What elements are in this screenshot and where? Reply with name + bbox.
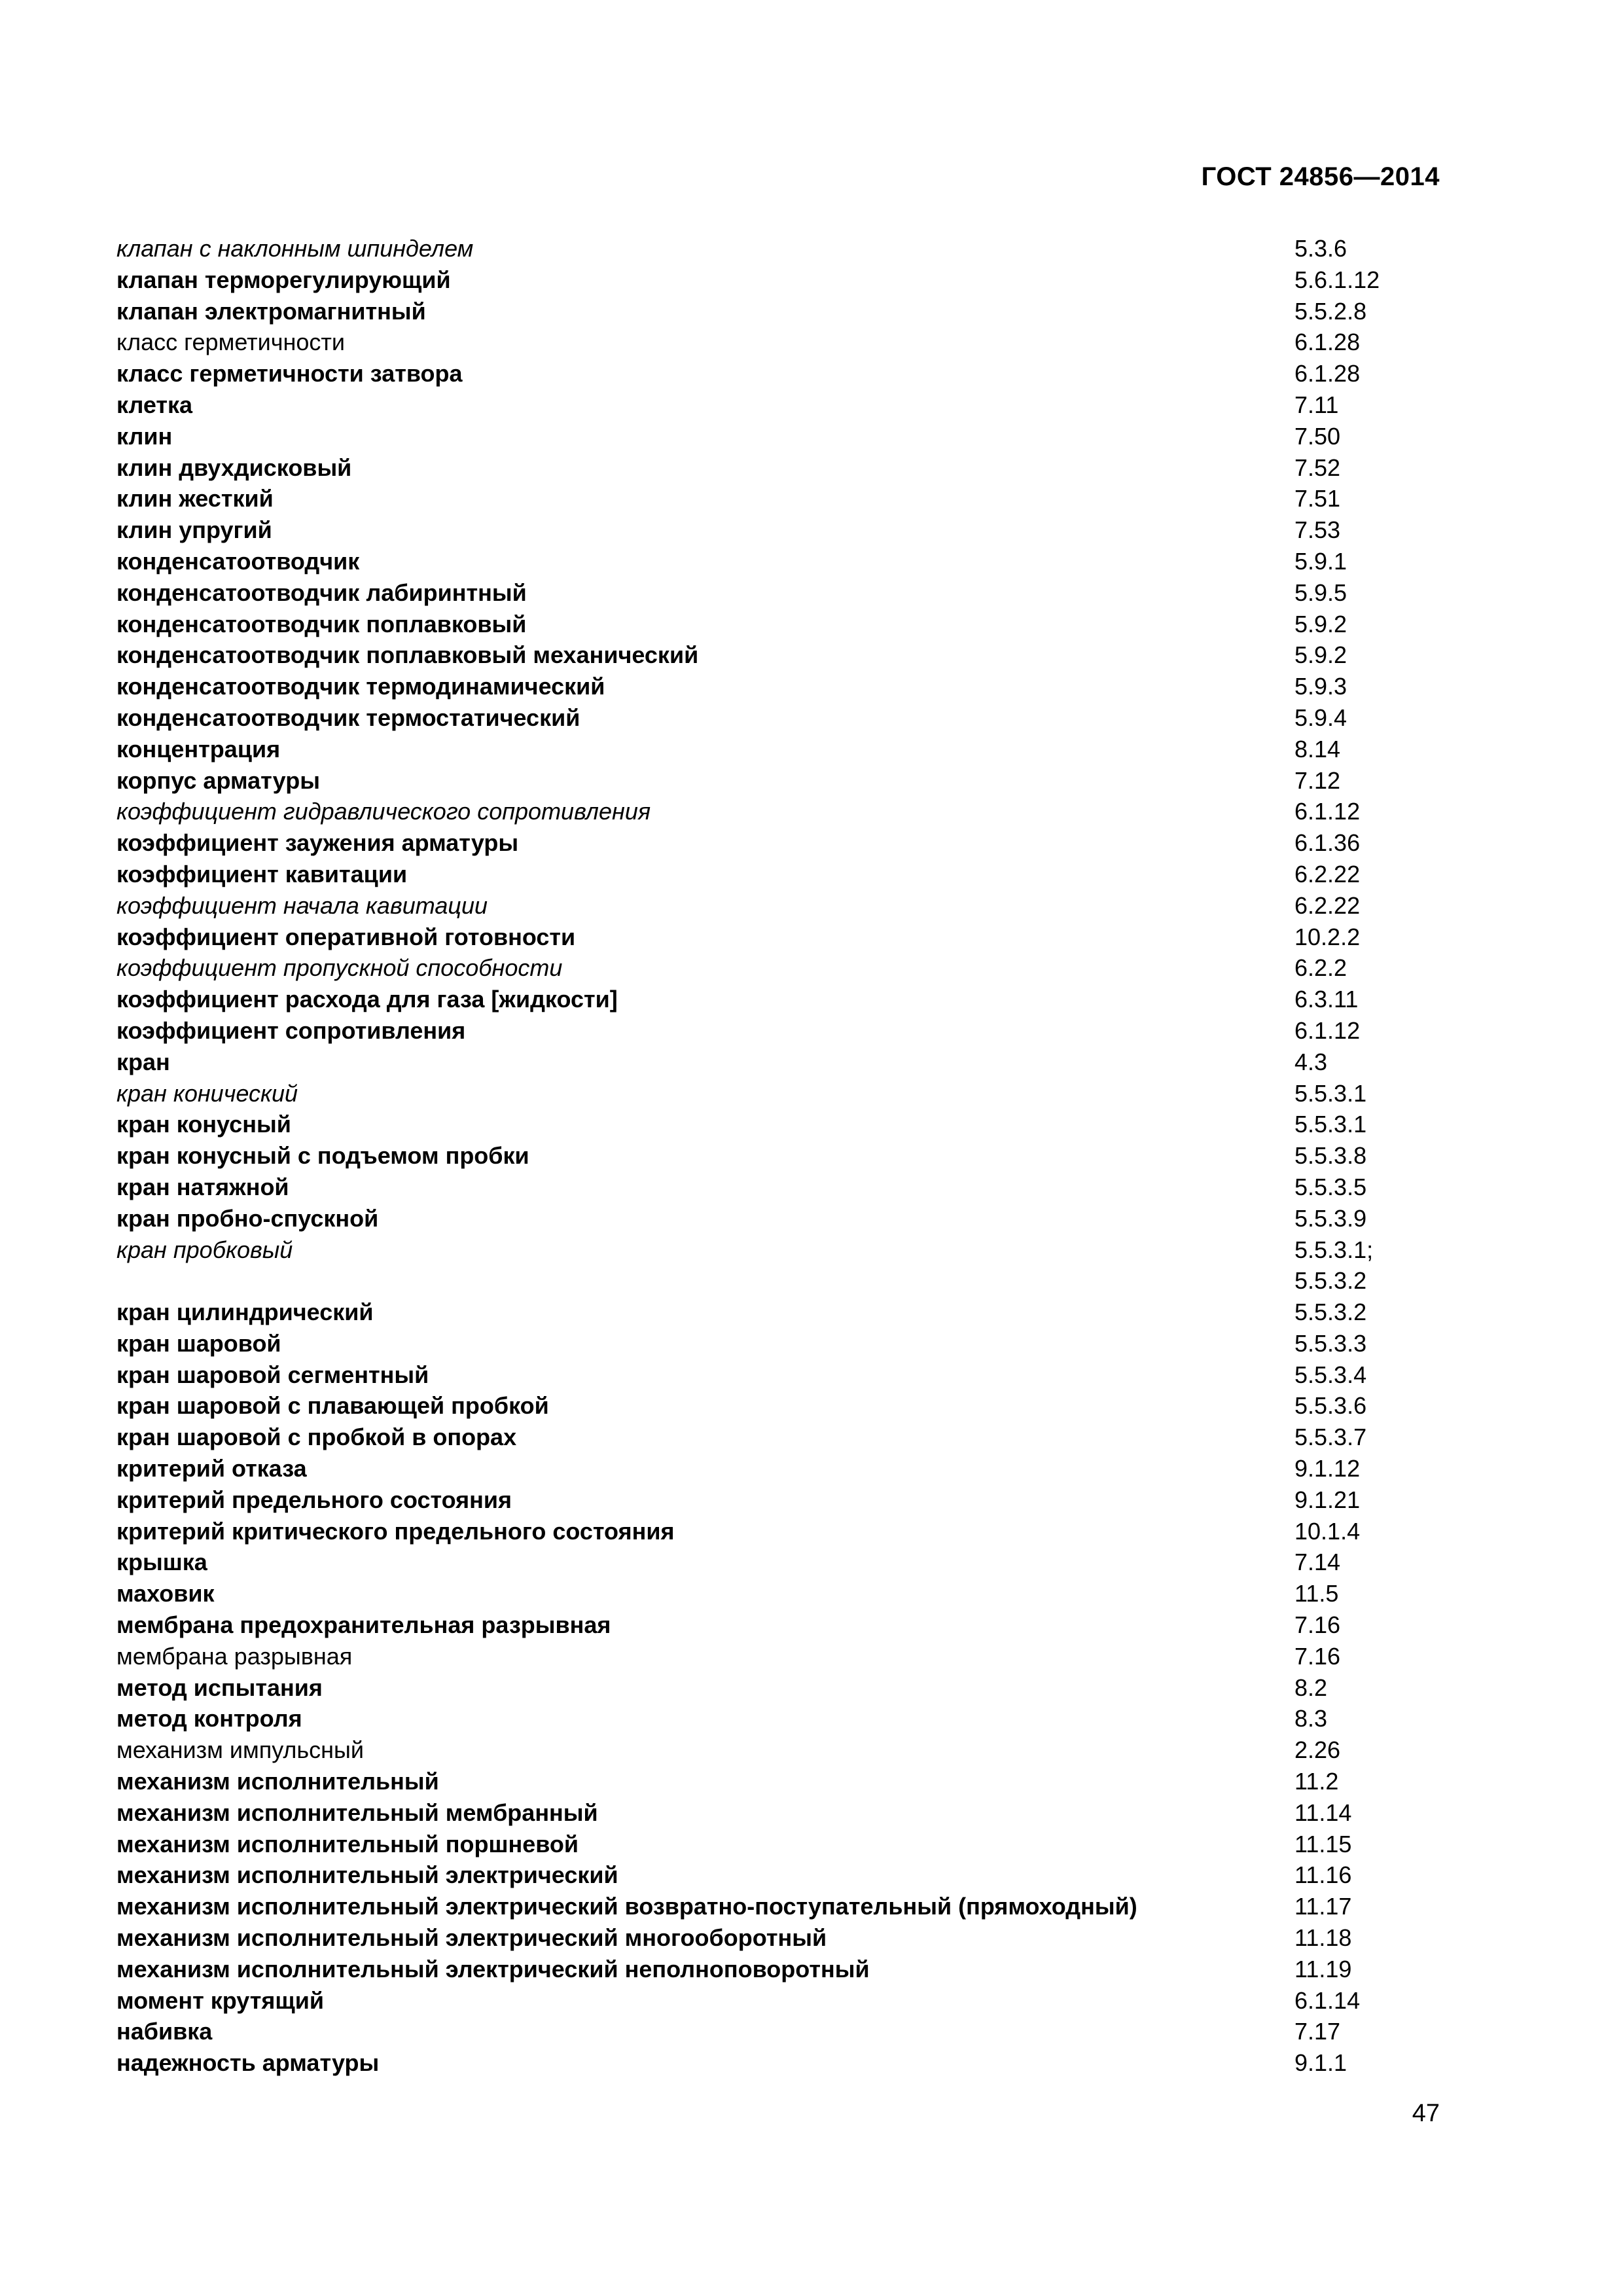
index-entry (116, 859, 1445, 890)
index-reference: 5.6.1.12 (1294, 266, 1380, 293)
index-entry (116, 1516, 1445, 1547)
index-term: механизм исполнительный мембранный (116, 1799, 598, 1826)
index-term: крышка (116, 1549, 207, 1576)
index-term: критерий критического предельного состояния (116, 1517, 675, 1545)
index-entry (116, 389, 1445, 421)
index-term: конденсатоотводчик (116, 547, 360, 575)
index-reference: 5.3.6 (1294, 235, 1347, 262)
index-reference: 7.50 (1294, 422, 1341, 450)
index-term: кран пробно-спускной (116, 1204, 379, 1232)
index-entry (116, 421, 1445, 452)
index-reference: 5.9.3 (1294, 673, 1347, 700)
index-term: кран пробковый (116, 1236, 293, 1263)
index-term: кран шаровой (116, 1329, 281, 1357)
index-term: механизм исполнительный электрический (116, 1861, 618, 1889)
index-entry (116, 1766, 1445, 1797)
alphabetical-index (116, 233, 1445, 2079)
index-entry (116, 796, 1445, 827)
index-term: конденсатоотводчик термодинамический (116, 673, 605, 700)
index-term: кран цилиндрический (116, 1299, 374, 1326)
index-entry (116, 1484, 1445, 1516)
index-reference: 11.15 (1294, 1830, 1352, 1857)
index-term: класс герметичности затвора (116, 360, 463, 387)
index-reference: 5.5.3.4 (1294, 1361, 1367, 1388)
index-reference: 6.1.28 (1294, 360, 1361, 387)
index-term: коэффициент расхода для газа [жидкости] (116, 986, 618, 1013)
index-entry (116, 1641, 1445, 1672)
index-term: коэффициент пропускной способности (116, 954, 563, 982)
index-entry (116, 890, 1445, 922)
index-term: критерий отказа (116, 1455, 307, 1482)
index-entry (116, 1422, 1445, 1453)
index-term: момент крутящий (116, 1986, 324, 2014)
index-term: коэффициент кавитации (116, 860, 408, 888)
index-entry (116, 2047, 1445, 2079)
index-term: коэффициент заужения арматуры (116, 829, 519, 857)
index-entry (116, 702, 1445, 734)
index-reference: 5.5.3.6 (1294, 1392, 1367, 1420)
index-term: механизм исполнительный поршневой (116, 1830, 579, 1857)
index-entry (116, 452, 1445, 484)
index-reference: 4.3 (1294, 1048, 1328, 1075)
index-term: клетка (116, 391, 193, 418)
index-entry (116, 1734, 1445, 1766)
index-reference: 7.14 (1294, 1549, 1341, 1576)
index-term: клин упругий (116, 516, 272, 544)
index-term: коэффициент гидравлического сопротивления (116, 798, 651, 825)
index-entry (116, 1234, 1445, 1297)
index-reference: 6.1.36 (1294, 829, 1361, 857)
index-entry (116, 922, 1445, 953)
index-entry (116, 609, 1445, 640)
index-term: мембрана предохранительная разрывная (116, 1611, 611, 1639)
index-term: конденсатоотводчик поплавковый механический (116, 641, 699, 669)
index-reference: 7.53 (1294, 516, 1341, 544)
index-entry (116, 827, 1445, 859)
index-entry (116, 233, 1445, 264)
index-entry (116, 1328, 1445, 1359)
index-reference: 5.5.3.1 (1294, 1079, 1367, 1107)
index-reference: 5.5.3.3 (1294, 1329, 1367, 1357)
index-reference: 5.5.3.1 (1294, 1111, 1367, 1138)
index-term: кран конический (116, 1079, 298, 1107)
index-entry (116, 1547, 1445, 1578)
index-reference: 5.5.3.8 (1294, 1142, 1367, 1170)
index-reference: 11.19 (1294, 1955, 1352, 1982)
index-entry (116, 671, 1445, 702)
index-entry (116, 1047, 1445, 1078)
index-reference: 8.2 (1294, 1674, 1328, 1701)
index-reference: 11.2 (1294, 1768, 1339, 1795)
index-term: клапан терморегулирующий (116, 266, 451, 293)
index-term: клапан с наклонным шпинделем (116, 235, 474, 262)
index-term: кран (116, 1048, 170, 1075)
index-reference: 11.14 (1294, 1799, 1352, 1826)
index-entry (116, 952, 1445, 984)
index-term: кран натяжной (116, 1173, 289, 1200)
index-term: кран шаровой с плавающей пробкой (116, 1392, 549, 1420)
index-term: механизм исполнительный электрический возвратно-поступательный (прямоходный) (116, 1893, 1137, 1920)
index-reference: 10.2.2 (1294, 923, 1361, 950)
index-entry (116, 1172, 1445, 1203)
index-reference: 7.16 (1294, 1642, 1341, 1670)
index-reference: 7.17 (1294, 2018, 1341, 2045)
index-reference: 6.1.12 (1294, 1016, 1361, 1044)
index-reference: 5.5.3.7 (1294, 1424, 1367, 1451)
index-entry (116, 1359, 1445, 1391)
index-entry (116, 1922, 1445, 1954)
index-reference: 7.12 (1294, 766, 1341, 794)
index-term: механизм исполнительный электрический многооборотный (116, 1924, 827, 1952)
index-entry (116, 1703, 1445, 1734)
index-reference: 5.5.3.9 (1294, 1204, 1367, 1232)
index-term: механизм импульсный (116, 1736, 365, 1764)
index-reference: 5.9.5 (1294, 579, 1347, 606)
page-number: 47 (1412, 2100, 1440, 2127)
document-header: ГОСТ 24856—2014 (1201, 162, 1440, 191)
index-entry (116, 514, 1445, 546)
index-entry (116, 1203, 1445, 1234)
index-term: клин двухдисковый (116, 454, 352, 481)
index-reference: 7.52 (1294, 454, 1341, 481)
index-entry (116, 1078, 1445, 1109)
index-entry (116, 639, 1445, 671)
index-term: кран конусный (116, 1111, 291, 1138)
index-reference: 6.1.14 (1294, 1986, 1361, 2014)
index-reference: 11.16 (1294, 1861, 1352, 1889)
index-reference: 6.3.11 (1294, 986, 1359, 1013)
index-reference: 8.14 (1294, 735, 1341, 762)
index-entry (116, 1672, 1445, 1704)
index-reference: 6.2.22 (1294, 891, 1361, 919)
index-entry (116, 1891, 1445, 1922)
index-reference: 5.5.2.8 (1294, 297, 1367, 325)
index-term: механизм исполнительный (116, 1768, 439, 1795)
index-term: клапан электромагнитный (116, 297, 426, 325)
index-reference: 6.1.12 (1294, 798, 1361, 825)
index-reference: 7.16 (1294, 1611, 1341, 1639)
index-term: класс герметичности (116, 329, 345, 356)
index-reference: 5.5.3.1; 5.5.3.2 (1294, 1236, 1374, 1295)
index-entry (116, 765, 1445, 797)
index-entry (116, 1829, 1445, 1860)
index-reference: 5.9.1 (1294, 547, 1347, 575)
index-reference: 11.18 (1294, 1924, 1352, 1952)
index-term: корпус арматуры (116, 766, 320, 794)
index-term: механизм исполнительный электрический неполноповоротный (116, 1955, 870, 1982)
index-entry (116, 1954, 1445, 1985)
index-term: набивка (116, 2018, 213, 2045)
index-term: кран конусный с подъемом пробки (116, 1142, 529, 1170)
index-entry (116, 1578, 1445, 1609)
index-entry (116, 577, 1445, 609)
index-entry (116, 1797, 1445, 1829)
index-reference: 7.11 (1294, 391, 1339, 418)
index-entry (116, 483, 1445, 514)
index-entry (116, 1453, 1445, 1484)
index-term: коэффициент сопротивления (116, 1016, 466, 1044)
index-term: кран шаровой сегментный (116, 1361, 429, 1388)
index-entry (116, 1609, 1445, 1641)
index-reference: 6.2.2 (1294, 954, 1347, 982)
index-entry (116, 546, 1445, 577)
index-term: критерий предельного состояния (116, 1486, 512, 1513)
index-reference: 7.51 (1294, 485, 1341, 512)
index-term: надежность арматуры (116, 2049, 380, 2077)
index-entry (116, 1015, 1445, 1047)
index-entry (116, 1985, 1445, 2017)
index-entry (116, 2016, 1445, 2047)
index-entry (116, 1390, 1445, 1422)
index-reference: 6.2.22 (1294, 860, 1361, 888)
index-term: конденсатоотводчик лабиринтный (116, 579, 527, 606)
index-entry (116, 1859, 1445, 1891)
index-term: коэффициент начала кавитации (116, 891, 488, 919)
index-entry (116, 1109, 1445, 1140)
index-entry (116, 327, 1445, 358)
index-reference: 8.3 (1294, 1705, 1328, 1732)
index-reference: 9.1.21 (1294, 1486, 1361, 1513)
index-term: маховик (116, 1580, 215, 1607)
index-term: клин (116, 422, 173, 450)
index-term: конденсатоотводчик термостатический (116, 704, 580, 731)
index-reference: 11.17 (1294, 1893, 1352, 1920)
index-term: кран шаровой с пробкой в опорах (116, 1424, 517, 1451)
index-entry (116, 1297, 1445, 1328)
index-reference: 11.5 (1294, 1580, 1339, 1607)
index-reference: 5.5.3.5 (1294, 1173, 1367, 1200)
index-term: метод испытания (116, 1674, 323, 1701)
index-entry (116, 264, 1445, 296)
index-reference: 5.9.4 (1294, 704, 1347, 731)
index-entry (116, 984, 1445, 1015)
index-entry (116, 296, 1445, 327)
index-reference: 2.26 (1294, 1736, 1341, 1764)
index-reference: 10.1.4 (1294, 1517, 1361, 1545)
index-reference: 6.1.28 (1294, 329, 1361, 356)
index-reference: 9.1.12 (1294, 1455, 1361, 1482)
index-term: коэффициент оперативной готовности (116, 923, 576, 950)
index-entry (116, 358, 1445, 389)
index-term: конденсатоотводчик поплавковый (116, 610, 527, 637)
index-reference: 9.1.1 (1294, 2049, 1347, 2077)
index-term: клин жесткий (116, 485, 274, 512)
index-reference: 5.5.3.2 (1294, 1299, 1367, 1326)
index-entry (116, 734, 1445, 765)
index-entry (116, 1140, 1445, 1172)
index-term: метод контроля (116, 1705, 302, 1732)
index-reference: 5.9.2 (1294, 610, 1347, 637)
index-term: мембрана разрывная (116, 1642, 353, 1670)
index-reference: 5.9.2 (1294, 641, 1347, 669)
index-term: концентрация (116, 735, 281, 762)
